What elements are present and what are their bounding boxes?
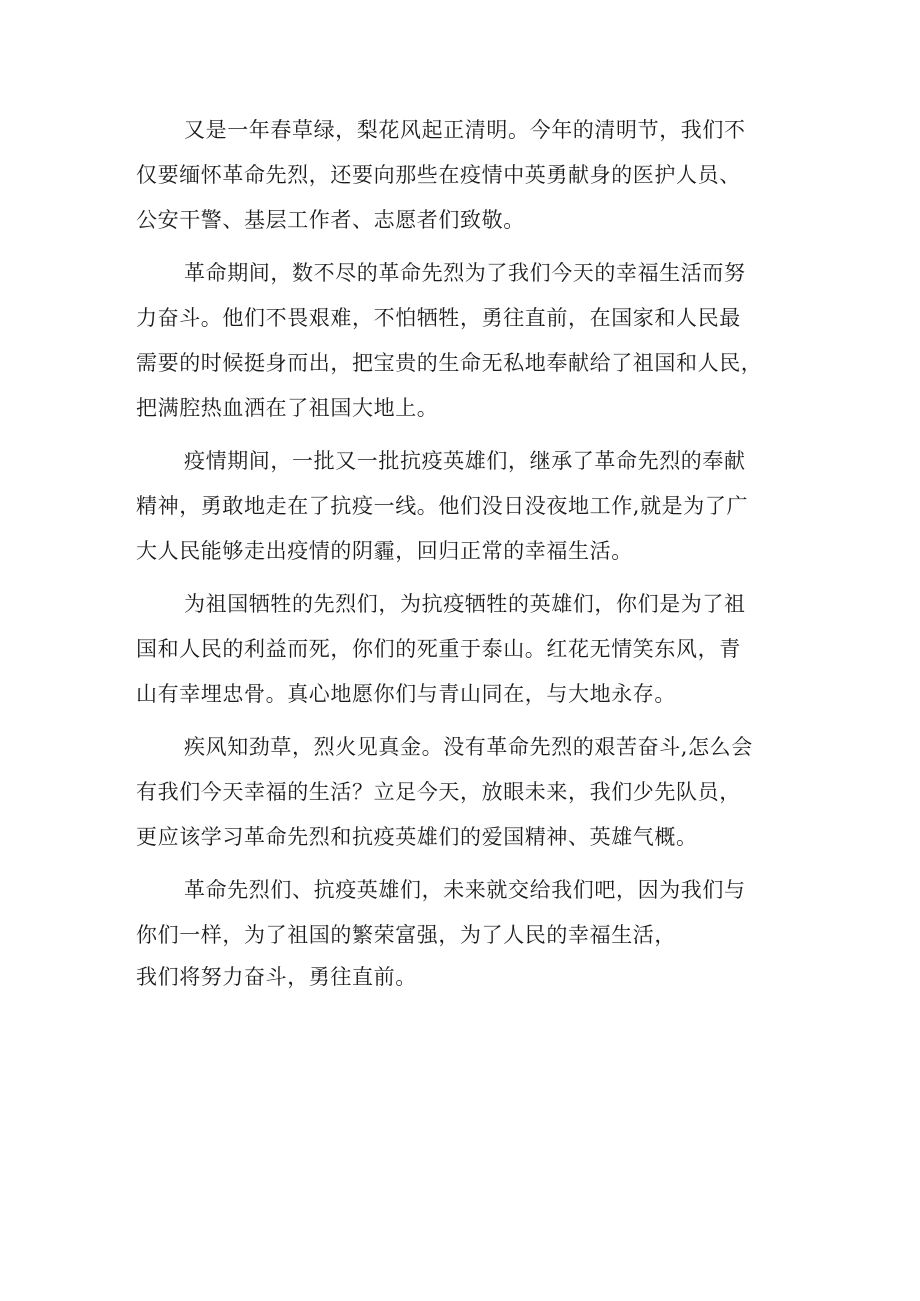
paragraph-line: 需要的时候挺身而出，把宝贵的生命无私地奉献给了祖国和人民， [136,351,763,375]
paragraph-2 [136,251,796,431]
paragraph-line: 又是一年春草绿，梨花风起正清明。今年的清明节，我们不 [184,118,746,142]
paragraph-3 [136,439,796,574]
paragraph-line: 革命期间，数不尽的革命先烈为了我们今天的幸福生活而努 [184,261,746,285]
paragraph-line: 把满腔热血洒在了祖国大地上。 [136,396,439,420]
paragraph-line: 仅要缅怀革命先烈，还要向那些在疫情中英勇献身的医护人员、 [136,163,741,187]
paragraph-line: 有我们今天幸福的生活？立足今天，放眼未来，我们少先队员， [136,780,741,804]
paragraph-line: 大人民能够走出疫情的阴霾，回归正常的幸福生活。 [136,539,633,563]
paragraph-line: 革命先烈们、抗疫英雄们，未来就交给我们吧，因为我们与 [184,878,746,902]
paragraph-4 [136,582,796,717]
paragraph-1 [136,108,796,243]
document-body [136,108,796,1004]
paragraph-5 [136,725,796,860]
paragraph-line: 公安干警、基层工作者、志愿者们致敬。 [136,208,525,232]
paragraph-line: 我们将努力奋斗，勇往直前。 [136,965,417,989]
paragraph-line: 精神，勇敢地走在了抗疫一线。他们没日没夜地工作,就是为了广 [136,494,749,518]
paragraph-line: 国和人民的利益而死，你们的死重于泰山。红花无情笑东风，青 [136,637,741,661]
paragraph-line: 力奋斗。他们不畏艰难，不怕牺牲，勇往直前，在国家和人民最 [136,306,741,330]
paragraph-line: 为祖国牺牲的先烈们，为抗疫牺牲的英雄们，你们是为了祖 [184,592,746,616]
paragraph-line: 疫情期间，一批又一批抗疫英雄们，继承了革命先烈的奉献 [184,449,746,473]
paragraph-line: 你们一样，为了祖国的繁荣富强，为了人民的幸福生活， [136,923,676,947]
paragraph-line: 更应该学习革命先烈和抗疫英雄们的爱国精神、英雄气概。 [136,825,698,849]
paragraph-line: 疾风知劲草，烈火见真金。没有革命先烈的艰苦奋斗,怎么会 [184,735,753,759]
paragraph-6 [136,868,796,996]
paragraph-line: 山有幸埋忠骨。真心地愿你们与青山同在，与大地永存。 [136,682,676,706]
